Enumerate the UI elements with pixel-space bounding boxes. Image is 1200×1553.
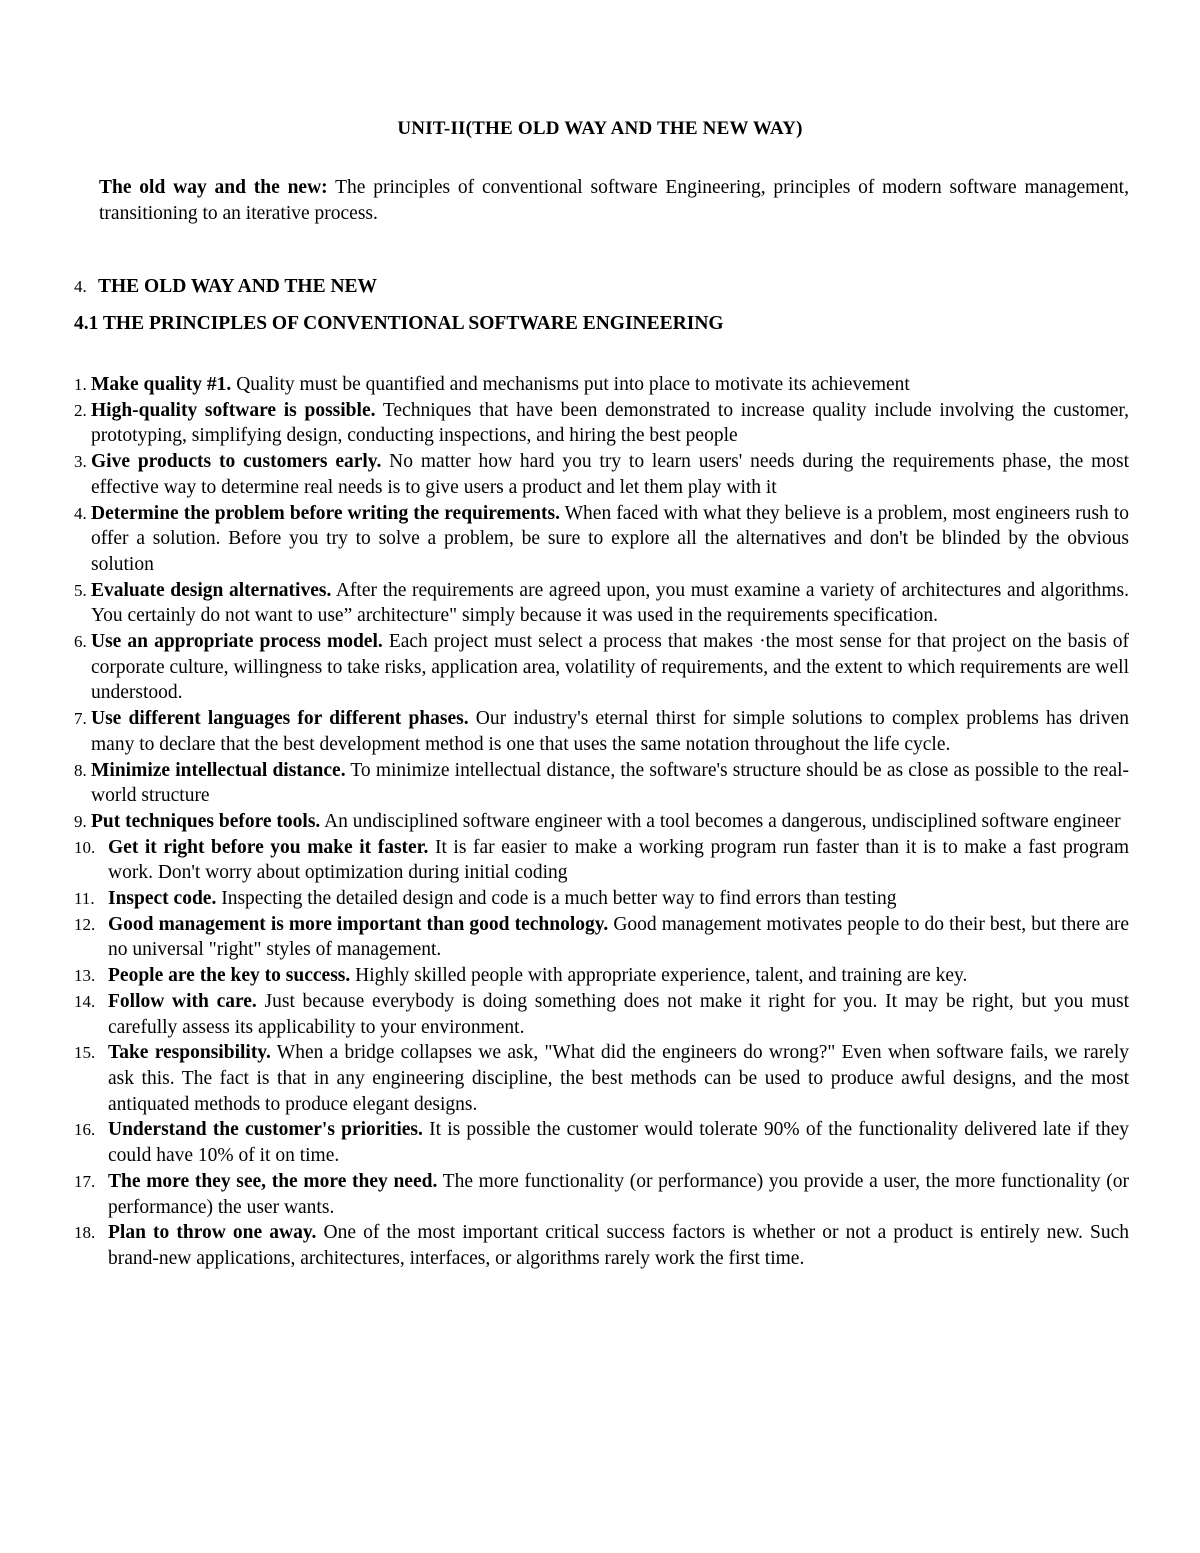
principle-text: Highly skilled people with appropriate experience, talent, and training are key. bbox=[350, 965, 968, 987]
principle-number: 17. bbox=[74, 1171, 96, 1191]
principle-title: Evaluate design alternatives. bbox=[91, 579, 332, 601]
principle-number: 18. bbox=[74, 1223, 96, 1243]
principle-item bbox=[74, 578, 1129, 629]
principle-item bbox=[74, 372, 1129, 398]
principle-text: Each project must select a process that makes ·the most sense for that project on the basis of corporate culture, willingness to take risks, application area, volatility of requirements, and the extent to which requirements are well understood. bbox=[91, 631, 1129, 704]
principle-number: 2. bbox=[74, 400, 87, 420]
principle-title: Make quality #1. bbox=[91, 374, 232, 395]
section-number: 4. bbox=[74, 277, 87, 296]
principle-item bbox=[74, 1117, 1129, 1168]
principle-item bbox=[74, 449, 1129, 500]
principle-number: 11. bbox=[74, 889, 95, 909]
principle-text: The more functionality (or performance) you provide a user, the more functionality (or performance) the user wants. bbox=[108, 1170, 1129, 1218]
section-title: THE OLD WAY AND THE NEW bbox=[98, 276, 378, 297]
principle-title: Take responsibility. bbox=[108, 1042, 271, 1064]
principle-item bbox=[74, 989, 1129, 1040]
principle-text: An undisciplined software engineer with a tool becomes a dangerous, undisciplined software engineer bbox=[320, 810, 1121, 832]
principle-item bbox=[74, 629, 1129, 706]
section-heading bbox=[74, 276, 377, 298]
principle-text: One of the most important critical success factors is whether or not a product is entirely new. Such brand-new applications, architectures, interfaces, or algorithms rarely work the first time. bbox=[108, 1222, 1129, 1269]
intro-text: The principles of conventional software Engineering, principles of modern software management, transitioning to an iterative process. bbox=[99, 177, 1129, 224]
intro-label: The old way and the new: bbox=[99, 177, 328, 198]
principle-item bbox=[74, 1040, 1129, 1117]
principle-title: Get it right before you make it faster. bbox=[108, 836, 429, 858]
principle-text: When faced with what they believe is a problem, most engineers rush to offer a solution. Before you try to solve a problem, be sure to explore all the alternatives and don't be blinded by the obvious solution bbox=[91, 502, 1129, 575]
principle-number: 10. bbox=[74, 837, 96, 857]
principle-title: People are the key to success. bbox=[108, 965, 351, 987]
unit-title: UNIT-II(THE OLD WAY AND THE NEW WAY) bbox=[397, 118, 803, 139]
principle-title: Determine the problem before writing the requirements. bbox=[91, 502, 560, 524]
principle-text: It is far easier to make a working program run faster than it is to make a fast program work. Don't worry about optimization during initial coding bbox=[108, 836, 1129, 884]
principle-title: Give products to customers early. bbox=[91, 451, 382, 473]
principle-title: Follow with care. bbox=[108, 990, 257, 1012]
principle-title: Understand the customer's priorities. bbox=[108, 1119, 423, 1141]
principle-title: The more they see, the more they need. bbox=[108, 1170, 438, 1192]
principle-item bbox=[74, 1220, 1129, 1271]
principle-text: When a bridge collapses we ask, "What did the engineers do wrong?" Even when software fails, we rarely ask this. The fact is that in any engineering discipline, the best methods can be used to produce awful designs, and the most antiquated methods to produce elegant designs. bbox=[108, 1042, 1130, 1115]
principle-number: 15. bbox=[74, 1043, 96, 1063]
principle-text: Quality must be quantified and mechanisms put into place to motivate its achievement bbox=[231, 374, 910, 395]
principle-item bbox=[74, 758, 1129, 809]
principle-title: High-quality software is possible. bbox=[91, 399, 376, 421]
principle-title: Inspect code. bbox=[108, 888, 217, 910]
subsection-heading: 4.1 THE PRINCIPLES OF CONVENTIONAL SOFTWARE ENGINEERING bbox=[74, 313, 724, 334]
intro-paragraph bbox=[99, 175, 1129, 227]
principle-item bbox=[74, 501, 1129, 578]
principle-number: 14. bbox=[74, 991, 96, 1011]
principles-list bbox=[74, 372, 1129, 1272]
principle-text: Inspecting the detailed design and code is a much better way to find errors than testing bbox=[216, 888, 897, 910]
principle-number: 9. bbox=[74, 811, 87, 831]
principle-item bbox=[74, 706, 1129, 757]
principle-number: 8. bbox=[74, 760, 87, 780]
principle-title: Plan to throw one away. bbox=[108, 1222, 317, 1244]
principle-text: After the requirements are agreed upon, you must examine a variety of architectures and algorithms. You certainly do not want to use” architecture" simply because it was used in the requirements specification. bbox=[91, 579, 1129, 627]
principle-title: Use different languages for different phases. bbox=[91, 708, 469, 730]
principle-item bbox=[74, 912, 1129, 963]
principle-number: 3. bbox=[74, 452, 87, 472]
principle-number: 12. bbox=[74, 914, 96, 934]
principle-item bbox=[74, 963, 1129, 989]
principle-item bbox=[74, 886, 1129, 912]
principle-text: Techniques that have been demonstrated to increase quality include involving the customer, prototyping, simplifying design, conducting inspections, and hiring the best people bbox=[91, 399, 1129, 447]
principle-number: 1. bbox=[74, 375, 87, 394]
principle-number: 6. bbox=[74, 632, 87, 652]
principle-item bbox=[74, 835, 1129, 886]
principle-text: It is possible the customer would tolerate 90% of the functionality delivered late if they could have 10% of it on time. bbox=[108, 1119, 1129, 1167]
principle-item bbox=[74, 809, 1129, 835]
principle-item bbox=[74, 1169, 1129, 1220]
principle-text: Just because everybody is doing something does not make it right for you. It may be right, but you must carefully assess its applicability to your environment. bbox=[108, 990, 1129, 1038]
principle-title: Good management is more important than good technology. bbox=[108, 913, 609, 935]
principle-title: Put techniques before tools. bbox=[91, 810, 321, 832]
principle-text: Good management motivates people to do their best, but there are no universal "right" styles of management. bbox=[108, 913, 1129, 961]
principle-item bbox=[74, 398, 1129, 449]
principle-number: 7. bbox=[74, 709, 87, 729]
principle-title: Use an appropriate process model. bbox=[91, 631, 383, 653]
principle-number: 4. bbox=[74, 503, 87, 523]
principle-title: Minimize intellectual distance. bbox=[91, 759, 346, 781]
principle-number: 5. bbox=[74, 580, 87, 600]
principle-text: Our industry's eternal thirst for simple solutions to complex problems has driven many to declare that the best development method is one that uses the same notation throughout the life cycle. bbox=[91, 708, 1129, 755]
principle-number: 13. bbox=[74, 966, 96, 986]
principle-text: To minimize intellectual distance, the software's structure should be as close as possible to the real-world structure bbox=[91, 759, 1130, 807]
principle-text: No matter how hard you try to learn users' needs during the requirements phase, the most effective way to determine real needs is to give users a product and let them play with it bbox=[91, 451, 1129, 498]
principle-number: 16. bbox=[74, 1120, 96, 1140]
